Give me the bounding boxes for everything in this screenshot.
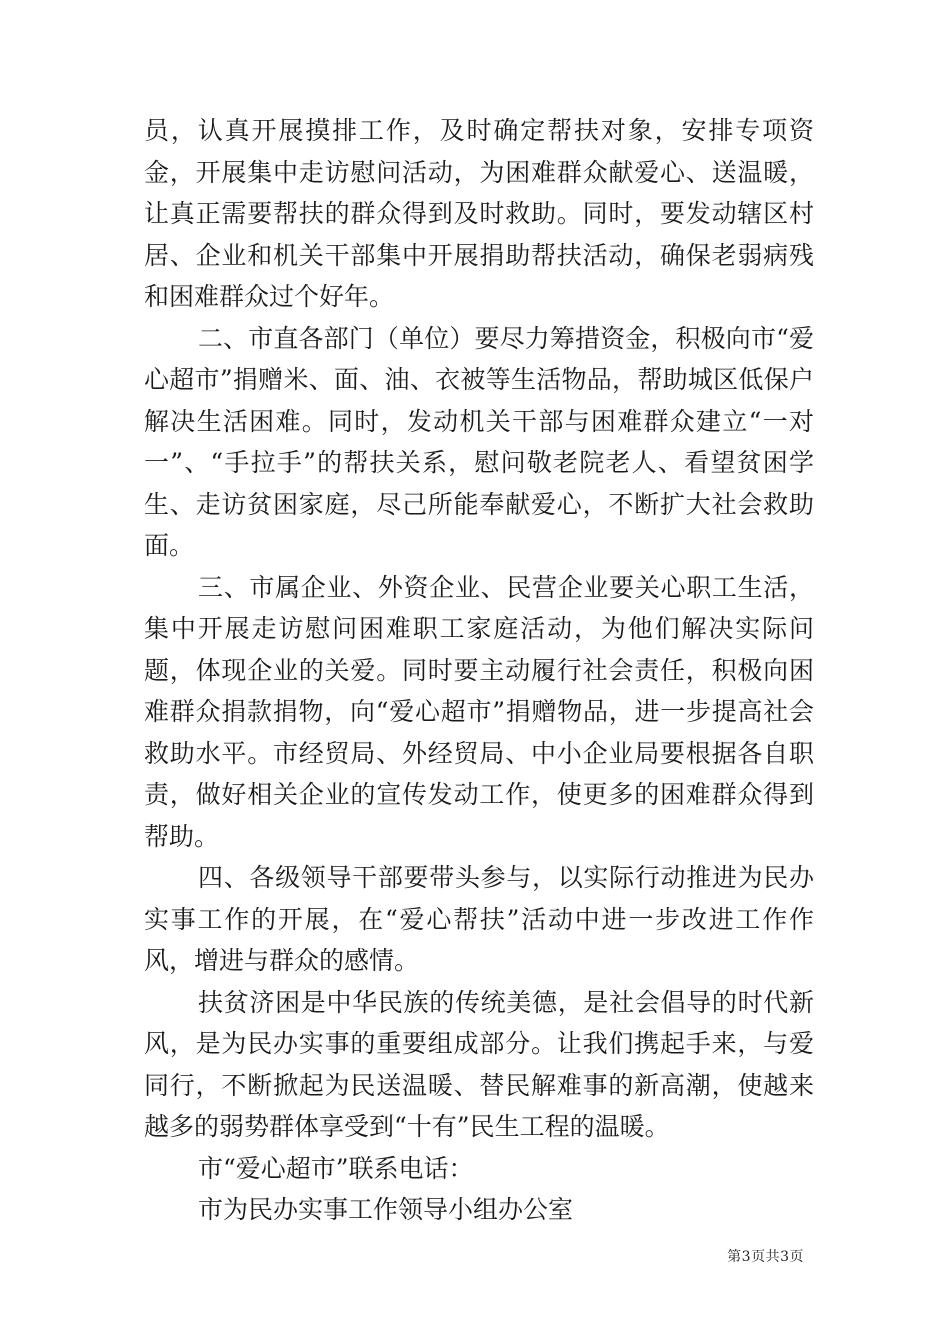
document-body	[144, 110, 814, 1231]
paragraph-continuation: 员，认真开展摸排工作，及时确定帮扶对象，安排专项资金，开展集中走访慰问活动，为困难群众献爱心、送温暖，让真正需要帮扶的群众得到及时救助。同时，要发动辖区村居、企业和机关干部集中开展捐助帮扶活动，确保老弱病残和困难群众过个好年。	[144, 116, 814, 311]
page-number: 第3页共3页	[727, 1249, 804, 1265]
paragraph-item-4: 四、各级领导干部要带头参与，以实际行动推进为民办实事工作的开展，在“爱心帮扶”活动中进一步改进工作作风，增进与群众的感情。	[144, 863, 814, 975]
paragraph-closing: 扶贫济困是中华民族的传统美德，是社会倡导的时代新风，是为民办实事的重要组成部分。让我们携起手来，与爱同行，不断掀起为民送温暖、替民解难事的新高潮，使越来越多的弱势群体享受到“十有”民生工程的温暖。	[144, 987, 814, 1141]
contact-phone-line: 市“爱心超市”联系电话：	[198, 1153, 474, 1183]
issuer-line: 市为民办实事工作领导小组办公室	[198, 1195, 574, 1224]
paragraph-item-3: 三、市属企业、外资企业、民营企业要关心职工生活，集中开展走访慰问困难职工家庭活动，为他们解决实际问题，体现企业的关爱。同时要主动履行社会责任，积极向困难群众捐款捐物，向“爱心超市”捐赠物品，进一步提高社会救助水平。市经贸局、外经贸局、中小企业局要根据各自职责，做好相关企业的宣传发动工作，使更多的困难群众得到帮助。	[144, 572, 814, 851]
paragraph-item-2: 二、市直各部门（单位）要尽力筹措资金，积极向市“爱心超市”捐赠米、面、油、衣被等生活物品，帮助城区低保户解决生活困难。同时，发动机关干部与困难群众建立“一对一”、“手拉手”的帮扶关系，慰问敬老院老人、看望贫困学生、走访贫困家庭，尽己所能奉献爱心，不断扩大社会救助面。	[144, 323, 814, 560]
